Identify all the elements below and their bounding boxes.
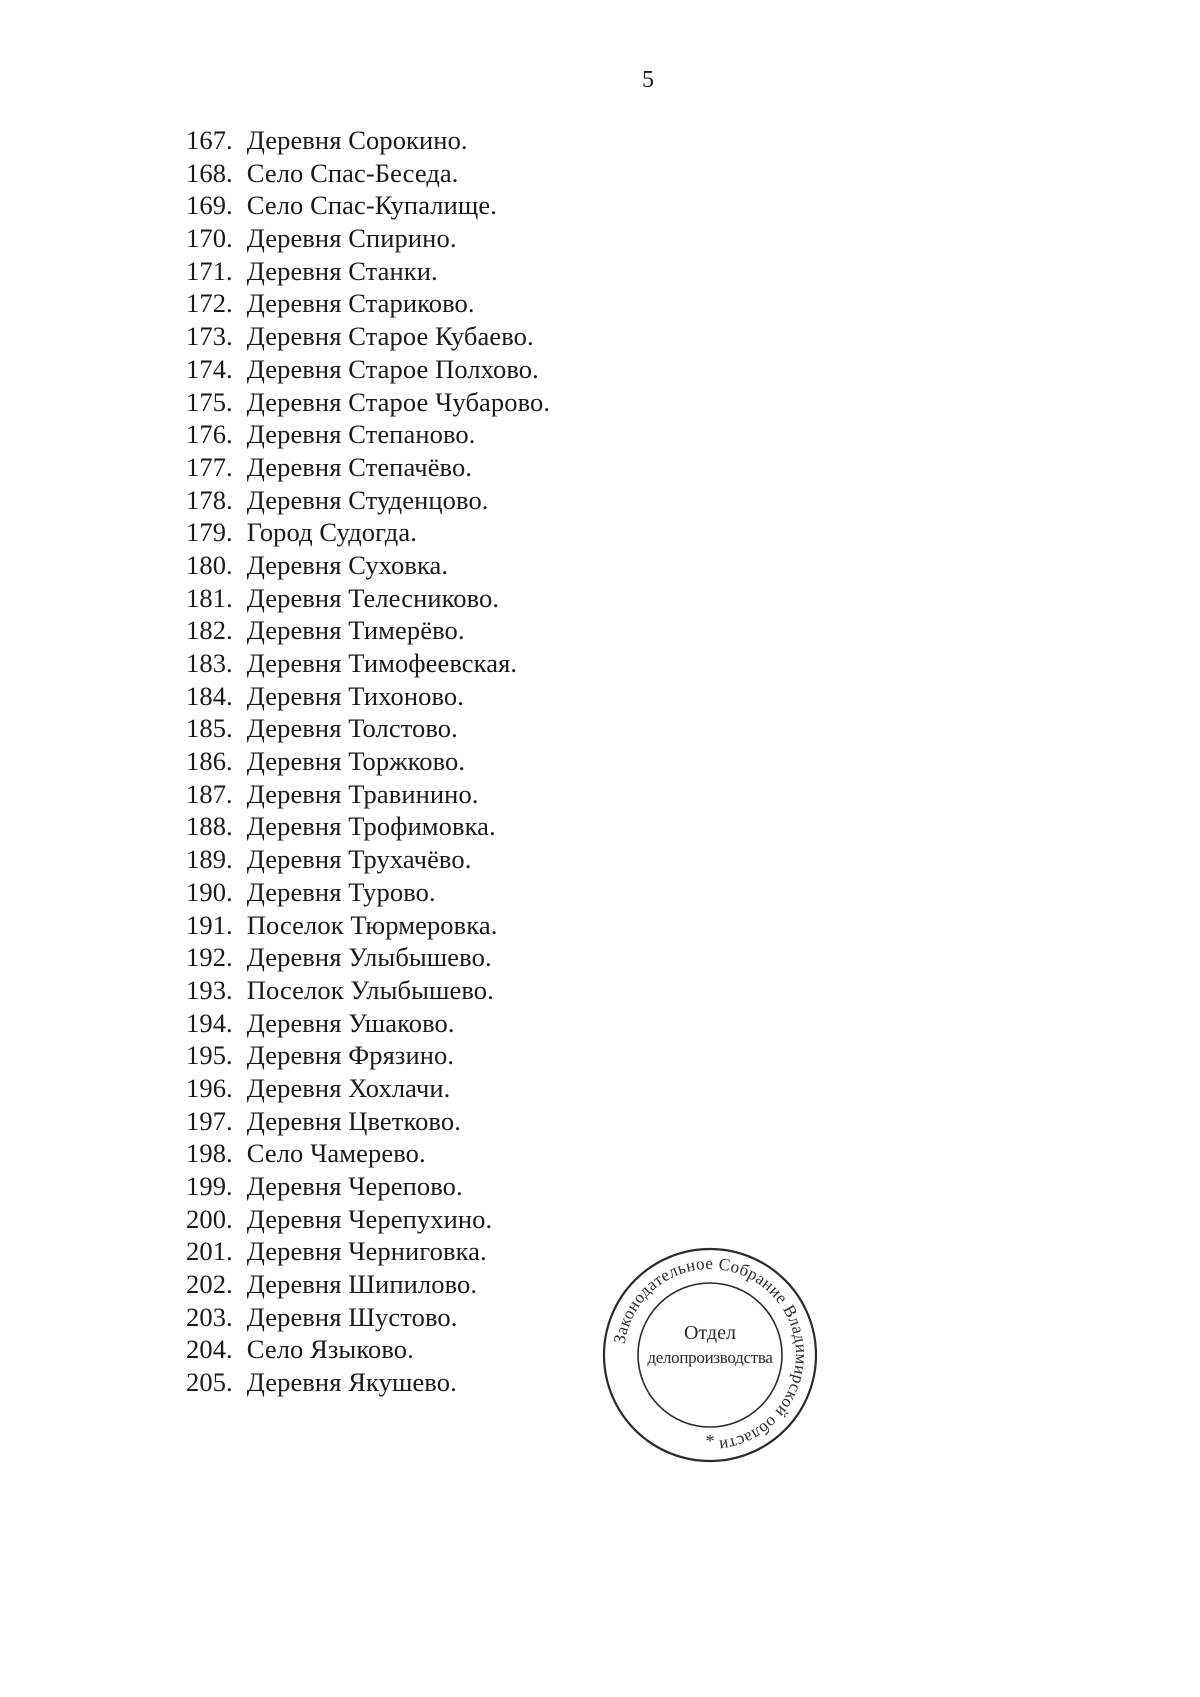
list-item-text: Деревня Студенцово. (246, 484, 489, 515)
list-item (186, 1105, 550, 1138)
list-item-number: 171. (186, 255, 233, 286)
list-item-number: 172. (186, 288, 233, 319)
list-item (186, 1333, 550, 1366)
list-item-text: Деревня Старое Полхово. (246, 353, 539, 384)
list-item-number: 199. (186, 1171, 233, 1201)
list-item-text: Деревня Тихоново. (246, 680, 464, 711)
list-item-number: 201. (186, 1236, 233, 1267)
list-item (186, 1072, 550, 1105)
stamp-star: * (705, 1431, 715, 1451)
list-item-number: 191. (186, 909, 233, 940)
list-item-text: Деревня Турово. (246, 876, 436, 907)
list-item-text: Деревня Старое Кубаево. (246, 321, 534, 352)
list-item-number: 183. (186, 648, 233, 678)
list-item (186, 778, 550, 811)
list-item-number: 173. (186, 321, 233, 352)
list-item-text: Деревня Станки. (246, 255, 438, 286)
list-item-text: Деревня Сорокино. (246, 125, 468, 155)
list-item-text: Деревня Степачёво. (246, 451, 473, 482)
list-item-text: Деревня Толстово. (246, 713, 458, 744)
list-item-number: 198. (186, 1138, 233, 1169)
list-item-number: 181. (186, 582, 233, 613)
list-item (186, 1137, 550, 1170)
list-item-number: 195. (186, 1040, 233, 1071)
list-item-number: 193. (186, 974, 233, 1005)
list-item-text: Деревня Улыбышево. (246, 942, 492, 973)
list-item-number: 192. (186, 942, 233, 973)
list-item (186, 222, 550, 255)
list-item-number: 170. (186, 223, 233, 254)
list-item-text: Деревня Телесниково. (246, 582, 500, 613)
list-item (186, 157, 550, 190)
list-item-number: 185. (186, 713, 233, 744)
list-item-number: 187. (186, 778, 233, 809)
list-item (186, 549, 550, 582)
list-item (186, 1366, 550, 1399)
list-item-number: 202. (186, 1269, 233, 1300)
list-item (186, 876, 550, 909)
list-item-text: Деревня Стариково. (246, 288, 475, 319)
list-item-number: 179. (186, 517, 233, 548)
list-item-number: 177. (186, 451, 233, 482)
list-item-text: Село Языково. (246, 1334, 414, 1365)
list-item-text: Деревня Шипилово. (246, 1269, 478, 1300)
list-item-text: Поселок Тюрмеровка. (246, 909, 498, 940)
list-item-number: 175. (186, 386, 233, 417)
list-item (186, 516, 550, 549)
stamp-center-line2: делопроизводства (647, 1348, 773, 1367)
list-item-number: 188. (186, 811, 233, 842)
office-stamp (599, 1244, 821, 1466)
list-item-text: Деревня Тимофеевская. (246, 648, 518, 678)
list-item (186, 843, 550, 876)
list-item-number: 167. (186, 125, 233, 155)
list-item-text: Деревня Хохлачи. (246, 1072, 451, 1103)
list-item-text: Деревня Суховка. (246, 549, 449, 580)
list-item (186, 1039, 550, 1072)
list-item (186, 353, 550, 386)
list-item-number: 194. (186, 1007, 233, 1038)
list-item (186, 1268, 550, 1301)
list-item (186, 1170, 550, 1203)
list-item-number: 168. (186, 157, 233, 188)
list-item (186, 451, 550, 484)
list-item-text: Деревня Трухачёво. (246, 844, 472, 875)
page-number: 5 (642, 67, 654, 93)
list-item-text: Деревня Спирино. (246, 223, 457, 254)
list-item-text: Деревня Трофимовка. (246, 811, 496, 842)
list-item-text: Деревня Старое Чубарово. (246, 386, 551, 417)
list-item-text: Село Спас-Беседа. (246, 157, 459, 188)
list-item-text: Деревня Ушаково. (246, 1007, 455, 1038)
stamp-center-line1: Отдел (684, 1322, 736, 1344)
list-item-number: 205. (186, 1367, 233, 1398)
list-item-number: 196. (186, 1072, 233, 1103)
list-item-text: Деревня Фрязино. (246, 1040, 455, 1071)
list-item (186, 582, 550, 615)
list-item-text: Поселок Улыбышево. (246, 974, 494, 1005)
list-item (186, 386, 550, 419)
list-item-text: Деревня Черепухино. (246, 1203, 493, 1234)
list-item (186, 745, 550, 778)
list-item (186, 484, 550, 517)
list-item-text: Деревня Шустово. (246, 1301, 458, 1332)
list-item (186, 909, 550, 942)
list-item-number: 184. (186, 680, 233, 711)
list-item (186, 287, 550, 320)
list-item-text: Деревня Черниговка. (246, 1236, 487, 1267)
list-item-text: Деревня Черепово. (246, 1171, 463, 1201)
list-item-number: 203. (186, 1301, 233, 1332)
list-item-number: 197. (186, 1105, 233, 1136)
list-item (186, 647, 550, 680)
list-item (186, 189, 550, 222)
list-item (186, 418, 550, 451)
list-item (186, 614, 550, 647)
list-item (186, 320, 550, 353)
list-item-text: Село Чамерево. (246, 1138, 426, 1169)
list-item-number: 178. (186, 484, 233, 515)
list-item-text: Деревня Якушево. (246, 1367, 457, 1398)
list-item (186, 941, 550, 974)
list-item-number: 182. (186, 615, 233, 646)
list-item-text: Село Спас-Купалище. (246, 190, 498, 221)
list-item-text: Деревня Тимерёво. (246, 615, 465, 646)
list-item (186, 124, 550, 157)
stamp-ring-text: Законодательное Собрание Владимирской области (609, 1253, 812, 1456)
list-item-text: Деревня Травинино. (246, 778, 479, 809)
list-item-number: 204. (186, 1334, 233, 1365)
settlement-list (186, 124, 550, 1399)
list-item (186, 1007, 550, 1040)
list-item-number: 200. (186, 1203, 233, 1234)
list-item (186, 255, 550, 288)
list-item-number: 176. (186, 419, 233, 450)
list-item-text: Город Судогда. (246, 517, 417, 548)
list-item-number: 189. (186, 844, 233, 875)
stamp-center-text (625, 1320, 795, 1370)
list-item-text: Деревня Торжково. (246, 746, 466, 777)
list-item-number: 186. (186, 746, 233, 777)
list-item-number: 174. (186, 353, 233, 384)
list-item (186, 1203, 550, 1236)
list-item-number: 190. (186, 876, 233, 907)
list-item-number: 180. (186, 549, 233, 580)
list-item (186, 810, 550, 843)
list-item (186, 712, 550, 745)
list-item (186, 1301, 550, 1334)
list-item-text: Деревня Цветково. (246, 1105, 461, 1136)
list-item-number: 169. (186, 190, 233, 221)
list-item (186, 1235, 550, 1268)
list-item (186, 680, 550, 713)
list-item-text: Деревня Степаново. (246, 419, 476, 450)
list-item (186, 974, 550, 1007)
